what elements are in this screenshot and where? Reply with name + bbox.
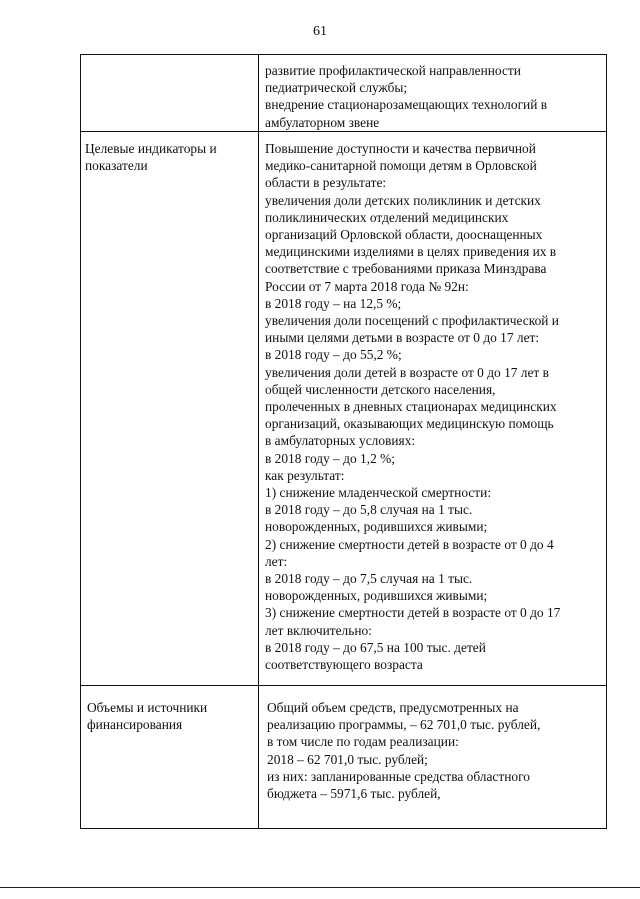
text-line: лет включительно: bbox=[265, 622, 372, 638]
text-line: в 2018 году – на 12,5 %; bbox=[265, 295, 402, 311]
text-line: соответствующего возраста bbox=[265, 657, 423, 673]
text-line: развитие профилактической направленности bbox=[265, 63, 521, 78]
text-line: амбулаторном звене bbox=[265, 114, 380, 130]
text-line: в амбулаторных условиях: bbox=[265, 433, 416, 449]
text-line: медико-санитарной помощи детям в Орловской bbox=[265, 158, 537, 174]
text-line: педиатрической службы; bbox=[265, 80, 408, 96]
text-line: медицинскими изделиями в целях приведения их в bbox=[265, 244, 557, 260]
text-line: поликлинических отделений медицинских bbox=[265, 209, 509, 225]
text-line: реализацию программы, – 62 701,0 тыс. рублей, bbox=[267, 717, 541, 733]
label-line: показатели bbox=[85, 158, 148, 174]
text-line: лет: bbox=[265, 553, 288, 569]
content-cell bbox=[259, 55, 607, 132]
text-line: Повышение доступности и качества первичной bbox=[265, 141, 536, 156]
text-line: пролеченных в дневных стационарах медицинских bbox=[265, 399, 557, 415]
page-bottom-rule bbox=[0, 887, 640, 888]
program-passport-table bbox=[80, 54, 607, 829]
label-cell bbox=[81, 686, 259, 829]
table-row-continuation bbox=[81, 55, 607, 132]
text-line: организаций Орловской области, дооснащенных bbox=[265, 227, 543, 243]
text-line: общей численности детского населения, bbox=[265, 381, 496, 397]
text-line: внедрение стационарозамещающих технологий в bbox=[265, 97, 548, 113]
text-line: Общий объем средств, предусмотренных на bbox=[267, 700, 519, 715]
text-line: 2) снижение смертности детей в возрасте от 0 до 4 bbox=[265, 536, 554, 552]
text-line: увеличения доли детей в возрасте от 0 до 17 лет в bbox=[265, 364, 549, 380]
text-line: как результат: bbox=[265, 467, 345, 483]
label-line: финансирования bbox=[87, 717, 183, 733]
label-line: Объемы и источники bbox=[87, 700, 208, 715]
text-line: 2018 – 62 701,0 тыс. рублей; bbox=[267, 751, 428, 767]
text-line: новорожденных, родившихся живыми; bbox=[265, 588, 488, 604]
text-line: из них: запланированные средства областного bbox=[267, 768, 530, 784]
text-line: 3) снижение смертности детей в возрасте от 0 до 17 bbox=[265, 605, 561, 621]
text-line: в 2018 году – до 7,5 случая на 1 тыс. bbox=[265, 571, 473, 587]
label-cell-empty bbox=[81, 55, 259, 132]
text-line: иными целями детьми в возрасте от 0 до 17 лет: bbox=[265, 330, 540, 346]
text-line: России от 7 марта 2018 года № 92н: bbox=[265, 278, 469, 294]
content-cell bbox=[259, 132, 607, 686]
text-line: новорожденных, родившихся живыми; bbox=[265, 519, 488, 535]
table-row-target-indicators bbox=[81, 132, 607, 686]
text-line: в 2018 году – до 67,5 на 100 тыс. детей bbox=[265, 639, 486, 655]
text-line: 1) снижение младенческой смертности: bbox=[265, 485, 492, 501]
text-line: области в результате: bbox=[265, 175, 387, 191]
table-row-financing bbox=[81, 686, 607, 829]
label-cell bbox=[81, 132, 259, 686]
content-cell bbox=[259, 686, 607, 829]
text-line: в том числе по годам реализации: bbox=[267, 734, 459, 750]
text-line: в 2018 году – до 5,8 случая на 1 тыс. bbox=[265, 502, 473, 518]
text-line: в 2018 году – до 55,2 %; bbox=[265, 347, 402, 363]
text-line: увеличения доли посещений с профилактической и bbox=[265, 313, 559, 329]
label-line: Целевые индикаторы и bbox=[85, 141, 217, 156]
page-number: 61 bbox=[313, 24, 327, 39]
text-line: соответствие с требованиями приказа Минздрава bbox=[265, 261, 547, 277]
text-line: бюджета – 5971,6 тыс. рублей, bbox=[267, 786, 441, 802]
text-line: увеличения доли детских поликлиник и детских bbox=[265, 192, 541, 208]
text-line: в 2018 году – до 1,2 %; bbox=[265, 450, 395, 466]
text-line: организаций, оказывающих медицинскую помощь bbox=[265, 416, 554, 432]
